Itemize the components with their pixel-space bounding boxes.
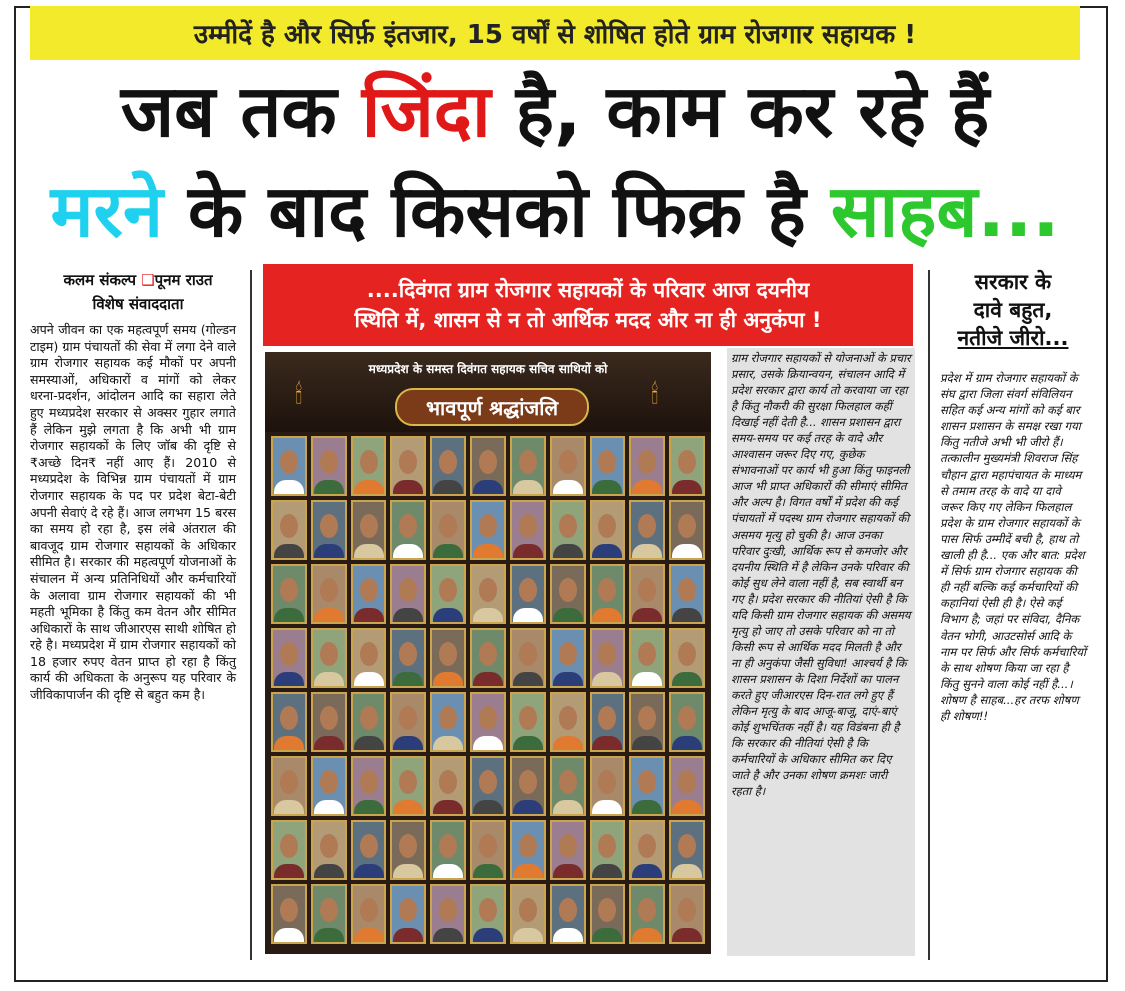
portrait-face: [439, 514, 457, 538]
headline-highlight-cyan: मरने: [50, 169, 163, 253]
portrait-body: [672, 864, 702, 880]
portrait-body: [274, 608, 304, 624]
portrait-body: [632, 544, 662, 560]
portrait-face: [399, 514, 417, 538]
portrait-body: [274, 864, 304, 880]
portrait-photo: [629, 820, 665, 880]
portrait-photo: [510, 820, 546, 880]
portrait-face: [598, 642, 616, 666]
portrait-face: [559, 450, 577, 474]
portrait-photo: [550, 756, 586, 816]
portrait-body: [513, 672, 543, 688]
portrait-photo: [590, 628, 626, 688]
portrait-body: [672, 928, 702, 944]
portrait-body: [393, 864, 423, 880]
portrait-body: [553, 800, 583, 816]
portrait-body: [314, 864, 344, 880]
portrait-face: [439, 578, 457, 602]
portrait-face: [519, 578, 537, 602]
portrait-body: [592, 608, 622, 624]
portrait-photo: [590, 500, 626, 560]
portrait-photo: [390, 820, 426, 880]
portrait-face: [678, 578, 696, 602]
portrait-photo: [510, 436, 546, 496]
portrait-body: [314, 800, 344, 816]
portrait-face: [439, 834, 457, 858]
portrait-face: [559, 770, 577, 794]
portrait-photo: [550, 564, 586, 624]
portrait-face: [598, 450, 616, 474]
portrait-body: [513, 480, 543, 496]
portrait-face: [479, 898, 497, 922]
portrait-body: [433, 480, 463, 496]
portrait-photo: [271, 436, 307, 496]
portrait-photo: [510, 756, 546, 816]
portrait-body: [632, 864, 662, 880]
portrait-face: [280, 514, 298, 538]
portrait-body: [354, 480, 384, 496]
portrait-photo: [470, 564, 506, 624]
poster-title: भावपूर्ण श्रद्धांजलि: [395, 388, 589, 426]
portrait-body: [473, 864, 503, 880]
portrait-photo: [590, 436, 626, 496]
portrait-face: [399, 578, 417, 602]
portrait-photo: [351, 692, 387, 752]
portrait-body: [672, 480, 702, 496]
portrait-photo: [351, 884, 387, 944]
portrait-face: [360, 514, 378, 538]
portrait-photo: [351, 820, 387, 880]
portrait-body: [473, 928, 503, 944]
portrait-photo: [351, 756, 387, 816]
portrait-face: [678, 642, 696, 666]
portrait-body: [473, 800, 503, 816]
sidebar-text: प्रदेश में ग्राम रोजगार सहायकों के संघ द्वारा जिला संवर्ग संविलियन सहित कई अन्य मांगों को कई बार शासन प्रशासन के समक्ष रखा गया किंतु नतीजे अभी भी जीरो हैं। तत्कालीन मुख्यमंत्री शिवराज सिंह चौहान द्वारा महापंचायत के माध्यम से तमाम तरह के वादे या दावे जरूर किए गए लेकिन फिलहाल प्रदेश के ग्राम रोजगार सहायकों के पास सिर्फ उम्मीदें बची है, हाथ तो खाली ही है... एक और बात: प्रदेश में सिर्फ ग्राम रोजगार सहायक की ही नहीं बल्कि कई कर्मचारियों की कहानियां ऐसी ही है। ऐसे कई विभाग है; जहां पर संविदा, दैनिक वेतन भोगी, आउटसोर्स आदि के नाम पर सिर्फ और सिर्फ कर्मचारियों के साथ शोषण किया जा रहा है किंतु सुनने वाला कोई नहीं है...। शोषण है साहब...हर तरफ शोषण ही शोषण!!: [940, 371, 1086, 723]
portrait-photo: [590, 756, 626, 816]
portrait-body: [632, 800, 662, 816]
portrait-body: [632, 928, 662, 944]
portrait-photo: [271, 500, 307, 560]
portrait-photo: [390, 692, 426, 752]
portrait-face: [519, 514, 537, 538]
portrait-photo: [510, 692, 546, 752]
portrait-face: [320, 642, 338, 666]
portrait-photo: [629, 436, 665, 496]
portrait-face: [598, 578, 616, 602]
portrait-body: [274, 928, 304, 944]
portrait-face: [559, 834, 577, 858]
portrait-face: [638, 578, 656, 602]
portrait-face: [360, 450, 378, 474]
portrait-photo: [470, 884, 506, 944]
portrait-face: [479, 450, 497, 474]
portrait-photo: [550, 692, 586, 752]
portrait-body: [513, 864, 543, 880]
portrait-body: [513, 736, 543, 752]
portrait-body: [632, 672, 662, 688]
portrait-photo: [590, 564, 626, 624]
portrait-photo: [390, 564, 426, 624]
portrait-face: [360, 642, 378, 666]
portrait-photo: [390, 756, 426, 816]
portrait-body: [553, 672, 583, 688]
portrait-face: [559, 898, 577, 922]
portrait-face: [638, 450, 656, 474]
portrait-body: [354, 672, 384, 688]
portrait-face: [638, 770, 656, 794]
portrait-face: [439, 706, 457, 730]
portrait-body: [314, 608, 344, 624]
article-column-1: अपने जीवन का एक महत्वपूर्ण समय (गोल्डन टाइम) ग्राम पंचायतों की सेवा में लगा देने वाले ग्राम रोजगार सहायक कई मौकों पर अपनी समस्याओं, अधिकारों व मांगों को लेकर धरना-प्रदर्शन, आंदोलन आदि का सहारा लेते हुए मध्यप्रदेश सरकार से अक्सर गुहार लगाते हैं लेकिन मुझे लगता है कि अभी भी ग्राम रोजगार सहायकों के लिए जॉब की दृष्टि से ₹अच्छे दिन₹ नहीं आए हैं। 2010 से मध्यप्रदेश के विभिन्न ग्राम पंचायतों में ग्राम रोजगार सहायक के पद पर प्रदेश बेटा-बेटी अपनी सेवाएं दे रहे हैं। आज लगभग 15 बरस का समय हो रहा है, इस लंबे अंतराल की बावजूद ग्राम रोजगार सहायकों के अधिकार सीमित है। सरकार की महत्वपूर्ण योजनाओं के संचालन में अन्य प्रतिनिधियों और कर्मचारियों के अलावा ग्राम रोजगार सहायकों की भी महती भूमिका है किंतु कम वेतन और सीमित अधिकारों के साथ जीआरएस साथी शोषित हो रहे है। मध्यप्रदेश में ग्राम रोजगार सहायकों को 18 हजार रुपए वेतन प्राप्त हो रहा है किंतु कार्य की अधिकता के अनुरूप यह परिवार के जीविकापार्जन की दृष्टि से बहुत कम है।: [30, 322, 236, 703]
portrait-face: [280, 770, 298, 794]
portrait-body: [354, 544, 384, 560]
byline-mark: ❑: [141, 271, 155, 289]
portrait-photo: [390, 628, 426, 688]
portrait-body: [672, 608, 702, 624]
portrait-photo: [550, 820, 586, 880]
portrait-photo: [669, 564, 705, 624]
portrait-face: [638, 642, 656, 666]
portrait-face: [638, 834, 656, 858]
portrait-photo: [550, 628, 586, 688]
sidebar-headline: [938, 268, 1088, 352]
portrait-body: [433, 544, 463, 560]
portrait-photo: [311, 692, 347, 752]
portrait-photo: [470, 436, 506, 496]
portrait-photo: [470, 756, 506, 816]
portrait-face: [598, 834, 616, 858]
headline-part: जब तक: [120, 69, 362, 153]
byline-prefix: कलम संकल्प: [63, 271, 142, 289]
portrait-face: [360, 706, 378, 730]
portrait-face: [399, 770, 417, 794]
portrait-face: [320, 706, 338, 730]
portrait-photo: [669, 820, 705, 880]
portrait-photo: [430, 564, 466, 624]
subheadline-line2: स्थिति में, शासन से न तो आर्थिक मदद और ना ही अनुकंपा !: [354, 308, 822, 332]
portrait-body: [592, 928, 622, 944]
portrait-photo: [669, 500, 705, 560]
portrait-body: [672, 544, 702, 560]
portrait-body: [473, 544, 503, 560]
portrait-face: [320, 898, 338, 922]
tribute-poster: [265, 352, 711, 954]
portrait-face: [559, 706, 577, 730]
portrait-face: [439, 898, 457, 922]
byline-name: पूनम राउत: [154, 271, 213, 289]
article-column-2: ग्राम रोजगार सहायकों से योजनाओं के प्रचार प्रसार, उसके क्रियान्वयन, संचालन आदि में प्रदेश सरकार द्वारा कार्य तो करवाया जा रहा है किंतु नौकरी की सुरक्षा फिलहाल कहीं दिखाई नहीं देती है... शासन प्रशासन द्वारा समय-समय पर कई तरह के वादे और आश्वासन जरूर दिए गए, कुछेक संभावनाओं पर कार्य भी हुआ किंतु फाइनली आज भी प्राप्त अधिकारों की सीमाएं सीमित और अल्प है। विगत वर्षों में प्रदेश की कई पंचायतों में पदस्थ ग्राम रोजगार सहायकों की असमय मृत्यु हो चुकी है। आज उनका परिवार दुःखी, आर्थिक रूप से कमजोर और दयनीय स्थिति में है लेकिन उनके परिवार की कोई सुध लेने वाला नहीं है, सब स्वार्थी बन गए है। प्रदेश सरकार की नीतियां ऐसी है कि यदि किसी ग्राम रोजगार सहायक की असमय मृत्यु हो जाए तो उसके परिवार को ना तो किसी रूप से आर्थिक मदद मिलती है और ना ही अनुकंपा जैसी सुविधा! आश्चर्य है कि शासन प्रशासन के दिशा निर्देशों का पालन करते हुए जीआरएस दिन-रात लगे हुए हैं लेकिन मृत्यु के बाद आजू-बाजू, दाएं-बाएं कोई शुभचिंतक नहीं है। यह विडंबना ही है कि सरकार की नीतियां ऐसी है कि कर्मचारियों के अधिकार सीमित कर दिए जाते है और उनका शोषण क्रमशः जारी रहता है।: [727, 348, 915, 956]
portrait-photo: [510, 564, 546, 624]
portrait-photo: [430, 436, 466, 496]
portrait-photo: [550, 500, 586, 560]
portrait-body: [553, 928, 583, 944]
portrait-photo: [430, 692, 466, 752]
main-headline-line2: [30, 169, 1080, 253]
portrait-face: [399, 450, 417, 474]
portrait-body: [314, 480, 344, 496]
portrait-face: [320, 578, 338, 602]
lamp-icon: 🕯: [295, 380, 303, 410]
portrait-photo: [311, 436, 347, 496]
portrait-photo: [311, 820, 347, 880]
portrait-photo: [669, 884, 705, 944]
portrait-body: [433, 928, 463, 944]
portrait-photo: [590, 820, 626, 880]
portrait-body: [672, 736, 702, 752]
portrait-body: [433, 672, 463, 688]
portrait-photo: [390, 436, 426, 496]
portrait-face: [320, 450, 338, 474]
portrait-face: [638, 706, 656, 730]
sidebar-headline-line1: सरकार के: [974, 270, 1052, 294]
byline-role: विशेष संवाददाता: [92, 295, 184, 313]
sidebar-headline-line2: दावे बहुत,: [973, 298, 1053, 322]
portrait-body: [274, 544, 304, 560]
portrait-face: [439, 642, 457, 666]
portrait-body: [354, 800, 384, 816]
portrait-photo: [470, 500, 506, 560]
portrait-body: [473, 736, 503, 752]
portrait-face: [598, 770, 616, 794]
portrait-body: [274, 800, 304, 816]
portrait-photo: [550, 436, 586, 496]
sidebar-headline-line3: नतीजे जीरो...: [957, 326, 1069, 350]
portrait-face: [678, 706, 696, 730]
portrait-photo: [390, 500, 426, 560]
byline: [28, 268, 248, 316]
portrait-face: [280, 450, 298, 474]
portrait-face: [399, 898, 417, 922]
portrait-face: [559, 578, 577, 602]
portrait-body: [354, 608, 384, 624]
portrait-photo: [311, 628, 347, 688]
portrait-photo: [271, 692, 307, 752]
lamp-icon: 🕯: [651, 380, 659, 410]
portrait-face: [638, 514, 656, 538]
portrait-body: [592, 736, 622, 752]
headline-highlight-green: साहब...: [830, 169, 1060, 253]
portrait-body: [513, 608, 543, 624]
portrait-face: [519, 834, 537, 858]
portrait-face: [479, 706, 497, 730]
portrait-body: [433, 864, 463, 880]
portrait-face: [559, 514, 577, 538]
portrait-photo: [629, 500, 665, 560]
portrait-photo: [351, 564, 387, 624]
portrait-face: [678, 898, 696, 922]
portrait-face: [360, 770, 378, 794]
portrait-photo: [470, 820, 506, 880]
portrait-body: [553, 864, 583, 880]
portrait-face: [360, 578, 378, 602]
portrait-photo: [550, 884, 586, 944]
portrait-body: [354, 864, 384, 880]
portrait-body: [393, 800, 423, 816]
portrait-photo: [311, 564, 347, 624]
portrait-body: [354, 736, 384, 752]
portrait-grid: [271, 436, 705, 944]
portrait-face: [519, 706, 537, 730]
portrait-face: [360, 834, 378, 858]
portrait-face: [519, 898, 537, 922]
portrait-photo: [271, 756, 307, 816]
portrait-face: [399, 706, 417, 730]
portrait-body: [592, 480, 622, 496]
main-headline-line1: [30, 69, 1080, 153]
portrait-body: [632, 608, 662, 624]
strap-headline: [30, 6, 1080, 60]
portrait-face: [598, 514, 616, 538]
portrait-body: [553, 608, 583, 624]
portrait-face: [399, 642, 417, 666]
portrait-photo: [629, 628, 665, 688]
subheadline-box: [263, 264, 913, 346]
portrait-body: [592, 544, 622, 560]
portrait-photo: [510, 884, 546, 944]
portrait-face: [280, 834, 298, 858]
portrait-face: [638, 898, 656, 922]
portrait-body: [314, 736, 344, 752]
portrait-face: [280, 642, 298, 666]
portrait-body: [433, 736, 463, 752]
portrait-body: [393, 672, 423, 688]
portrait-body: [672, 800, 702, 816]
portrait-photo: [351, 500, 387, 560]
strap-text: उम्मीदें है और सिर्फ़ इंतजार, 15 वर्षों से शोषित होते ग्राम रोजगार सहायक !: [193, 20, 917, 50]
portrait-face: [479, 834, 497, 858]
portrait-face: [479, 578, 497, 602]
portrait-photo: [430, 628, 466, 688]
portrait-body: [632, 480, 662, 496]
portrait-face: [320, 834, 338, 858]
portrait-face: [598, 898, 616, 922]
portrait-body: [592, 864, 622, 880]
portrait-photo: [430, 756, 466, 816]
portrait-photo: [311, 500, 347, 560]
portrait-face: [479, 642, 497, 666]
portrait-body: [473, 608, 503, 624]
portrait-photo: [669, 436, 705, 496]
portrait-photo: [311, 756, 347, 816]
portrait-face: [280, 706, 298, 730]
portrait-photo: [590, 884, 626, 944]
portrait-photo: [629, 756, 665, 816]
portrait-body: [393, 736, 423, 752]
portrait-face: [678, 770, 696, 794]
subheadline-line1: ....दिवंगत ग्राम रोजगार सहायकों के परिवार आज दयनीय: [366, 278, 810, 302]
portrait-body: [314, 544, 344, 560]
poster-subtitle: मध्यप्रदेश के समस्त दिवंगत सहायक सचिव साथियों को: [368, 362, 608, 376]
portrait-face: [280, 898, 298, 922]
portrait-face: [320, 770, 338, 794]
portrait-face: [360, 898, 378, 922]
headline-part: के बाद किसको फिक्र है: [162, 169, 831, 253]
portrait-photo: [430, 500, 466, 560]
portrait-body: [553, 480, 583, 496]
portrait-photo: [629, 884, 665, 944]
portrait-face: [519, 450, 537, 474]
portrait-face: [678, 834, 696, 858]
portrait-body: [393, 928, 423, 944]
portrait-face: [559, 642, 577, 666]
portrait-face: [399, 834, 417, 858]
portrait-photo: [510, 500, 546, 560]
portrait-body: [553, 544, 583, 560]
portrait-photo: [470, 628, 506, 688]
portrait-photo: [669, 756, 705, 816]
column-rule: [928, 270, 930, 960]
portrait-face: [678, 450, 696, 474]
portrait-photo: [430, 884, 466, 944]
portrait-face: [598, 706, 616, 730]
portrait-photo: [430, 820, 466, 880]
portrait-body: [314, 672, 344, 688]
portrait-face: [479, 770, 497, 794]
portrait-photo: [271, 628, 307, 688]
portrait-body: [393, 608, 423, 624]
portrait-face: [519, 642, 537, 666]
portrait-body: [393, 480, 423, 496]
portrait-body: [274, 736, 304, 752]
portrait-photo: [629, 564, 665, 624]
portrait-photo: [351, 436, 387, 496]
portrait-body: [473, 480, 503, 496]
portrait-photo: [271, 884, 307, 944]
portrait-body: [553, 736, 583, 752]
portrait-face: [678, 514, 696, 538]
portrait-body: [513, 800, 543, 816]
portrait-photo: [669, 628, 705, 688]
portrait-face: [479, 514, 497, 538]
portrait-body: [672, 672, 702, 688]
portrait-body: [513, 928, 543, 944]
portrait-photo: [390, 884, 426, 944]
portrait-body: [433, 800, 463, 816]
portrait-face: [280, 578, 298, 602]
portrait-body: [592, 800, 622, 816]
portrait-face: [320, 514, 338, 538]
portrait-body: [632, 736, 662, 752]
portrait-body: [314, 928, 344, 944]
portrait-body: [393, 544, 423, 560]
portrait-body: [274, 480, 304, 496]
column-rule: [250, 270, 252, 960]
portrait-photo: [510, 628, 546, 688]
portrait-face: [439, 770, 457, 794]
headline-highlight-red: जिंदा: [361, 69, 491, 153]
portrait-face: [439, 450, 457, 474]
portrait-photo: [311, 884, 347, 944]
portrait-body: [274, 672, 304, 688]
portrait-body: [354, 928, 384, 944]
portrait-face: [519, 770, 537, 794]
portrait-photo: [470, 692, 506, 752]
portrait-photo: [669, 692, 705, 752]
portrait-body: [473, 672, 503, 688]
portrait-photo: [271, 564, 307, 624]
headline-part: है, काम कर रहे हैं: [490, 69, 990, 153]
portrait-body: [592, 672, 622, 688]
portrait-photo: [590, 692, 626, 752]
portrait-photo: [351, 628, 387, 688]
portrait-photo: [271, 820, 307, 880]
portrait-photo: [629, 692, 665, 752]
portrait-body: [513, 544, 543, 560]
portrait-body: [433, 608, 463, 624]
